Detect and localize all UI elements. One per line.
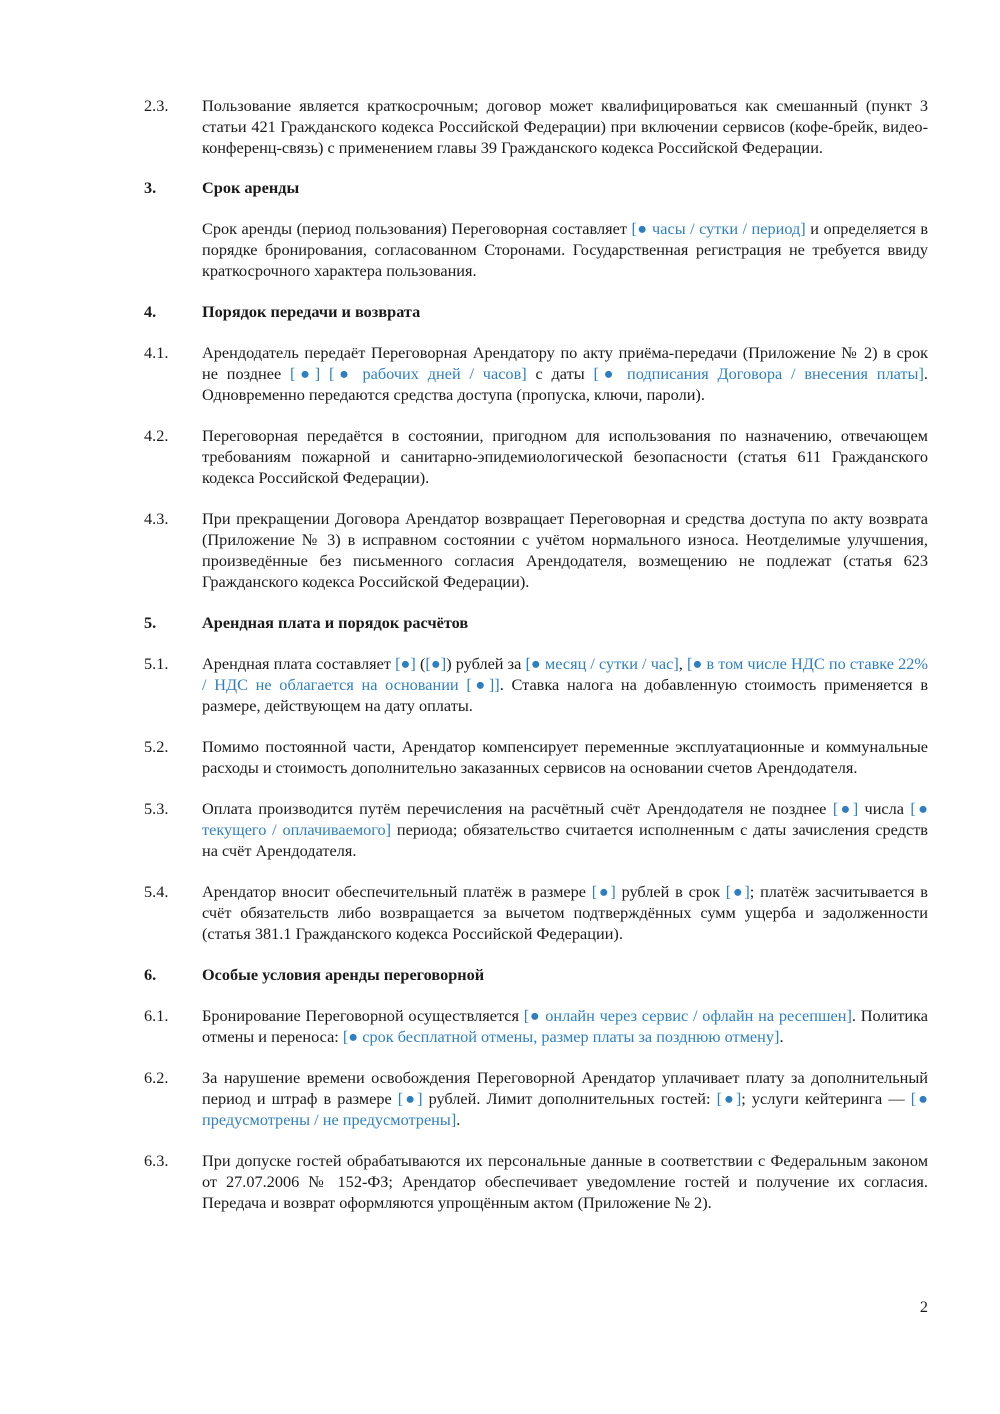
section-title: Порядок передачи и возврата xyxy=(202,302,421,321)
placeholder-field: [● срок бесплатной отмены, размер платы за позднюю отмену] xyxy=(342,1027,780,1046)
clause-text-run: Арендодатель передаёт Переговорная Арендатору по акту приёма-передачи (Приложение № 2) в срок не позднее xyxy=(202,343,928,383)
clause-text-run: . Ставка налога на добавленную стоимость применяется в размере, действующем на дату оплаты. xyxy=(202,675,929,715)
clause-text xyxy=(202,881,928,944)
clause-text-run: ; платёж засчитывается в счёт обязательств либо возвращается за вычетом подтверждённых сумм ущерба и задолженности (статья 381.1 Гражданского кодекса Российской Федерации). xyxy=(202,882,928,943)
clause-number: 5.3. xyxy=(144,799,169,818)
clause xyxy=(144,881,928,944)
clause-text xyxy=(202,798,928,861)
clause xyxy=(144,425,928,488)
clause-number: 6.1. xyxy=(144,1006,169,1025)
section-title: Арендная плата и порядок расчётов xyxy=(202,613,469,632)
clause-text-run: периода; обязательство считается исполненным с даты зачисления средств на счёт Арендодателя. xyxy=(202,820,928,860)
clause-text-run: с даты xyxy=(526,364,594,383)
clause-text-run: ; услуги кейтеринга — xyxy=(741,1089,911,1108)
clause-text xyxy=(202,653,928,716)
placeholder-field: [● месяц / сутки / час] xyxy=(525,654,679,673)
section-heading xyxy=(144,301,928,322)
clause-text-run: , xyxy=(678,654,687,673)
section-number: 5. xyxy=(144,613,157,632)
clause-text-run: и определяется в порядке бронирования, согласованном Сторонами. Государственная регистрация не требуется ввиду краткосрочного характера пользования. xyxy=(202,219,929,280)
placeholder-field: [●] xyxy=(725,882,750,901)
clause-number: 6.3. xyxy=(144,1151,169,1170)
clause-text-run: При допуске гостей обрабатываются их персональные данные в соответствии с Федеральным законом от 27.07.2006 № 152-ФЗ; Арендатор обеспечивает уведомление гостей и получение их согласия. Передача и возврат оформляются упрощённым актом (Приложение № 2). xyxy=(202,1151,928,1212)
placeholder-field: [● часы / сутки / период] xyxy=(631,219,806,238)
clause xyxy=(144,342,928,405)
clause-text xyxy=(202,95,928,158)
clause xyxy=(144,736,928,778)
placeholder-field: [●] xyxy=(290,364,321,383)
clause-text xyxy=(202,1005,928,1047)
clause-text xyxy=(202,1150,928,1213)
placeholder-field: [● текущего / оплачиваемого] xyxy=(202,799,928,839)
clause-text-run xyxy=(320,364,329,383)
clause-text-run: ( xyxy=(415,654,426,673)
section-heading xyxy=(144,177,928,198)
clause-number: 4.1. xyxy=(144,343,169,362)
clause xyxy=(144,508,928,592)
clause-text-run: Помимо постоянной части, Арендатор компенсирует переменные эксплуатационные и коммунальные расходы и стоимость дополнительно заказанных сервисов на основании счетов Арендодателя. xyxy=(202,737,928,777)
clause xyxy=(144,653,928,716)
clause-text xyxy=(202,736,928,778)
section-number: 6. xyxy=(144,965,157,984)
clause-text-run: числа xyxy=(858,799,911,818)
clause-number: 5.2. xyxy=(144,737,169,756)
section-number: 4. xyxy=(144,302,157,321)
clause-number: 5.4. xyxy=(144,882,169,901)
section-title: Срок аренды xyxy=(202,178,300,197)
clause-text xyxy=(202,218,928,281)
clause-text-run: Бронирование Переговорной осуществляется xyxy=(202,1006,524,1025)
clause-text-run: За нарушение времени освобождения Переговорной Арендатор уплачивает плату за дополнительный период и штраф в размере xyxy=(202,1068,928,1108)
clause-text xyxy=(202,508,928,592)
section-heading xyxy=(144,612,928,633)
clause-text-run: Оплата производится путём перечисления на расчётный счёт Арендодателя не позднее xyxy=(202,799,833,818)
placeholder-field: [● в том числе НДС по ставке 22% / НДС не облагается на основании [●]] xyxy=(202,654,928,694)
clause-text-run: При прекращении Договора Арендатор возвращает Переговорная и средства доступа по акту возврата (Приложение № 3) в исправном состоянии с учётом нормального износа. Неотделимые улучшения, произведённые без письменного согласия Арендодателя, возмещению не подлежат (статья 623 Гражданского кодекса Российской Федерации). xyxy=(202,509,928,591)
clause-number xyxy=(144,218,202,281)
clause-number: 2.3. xyxy=(144,96,169,115)
clause xyxy=(144,95,928,158)
placeholder-field: [● подписания Договора / внесения платы] xyxy=(593,364,924,383)
clause-text xyxy=(202,342,928,405)
clause-text-run: Арендная плата составляет xyxy=(202,654,396,673)
placeholder-field: [●] xyxy=(716,1089,742,1108)
clause-number: 4.3. xyxy=(144,509,169,528)
clause-number: 4.2. xyxy=(144,426,169,445)
section-heading xyxy=(144,964,928,985)
clause xyxy=(144,218,928,281)
page-number: 2 xyxy=(919,1297,928,1316)
clause-text-run: рублей. Лимит дополнительных гостей: xyxy=(422,1089,717,1108)
clause xyxy=(144,1067,928,1130)
clause xyxy=(144,1005,928,1047)
placeholder-field: [●] xyxy=(425,654,447,673)
clause xyxy=(144,798,928,861)
clause-text-run: . xyxy=(779,1027,784,1046)
clause-text-run: . Одновременно передаются средства доступа (пропуска, ключи, пароли). xyxy=(202,364,928,404)
clause-text-run: Пользование является краткосрочным; договор может квалифицироваться как смешанный (пункт 3 статьи 421 Гражданского кодекса Российской Федерации) при включении сервисов (кофе-брейк, видео-конференц-связь) с применением главы 39 Гражданского кодекса Российской Федерации. xyxy=(202,96,928,157)
clause-text-run: ) рублей за xyxy=(446,654,526,673)
section-title: Особые условия аренды переговорной xyxy=(202,965,485,984)
clause-number: 6.2. xyxy=(144,1068,169,1087)
clause xyxy=(144,1150,928,1213)
placeholder-field: [● рабочих дней / часов] xyxy=(328,364,527,383)
clause-text-run: Срок аренды (период пользования) Переговорная составляет xyxy=(202,219,632,238)
document-body xyxy=(144,95,928,1213)
clause-text xyxy=(202,425,928,488)
placeholder-field: [●] xyxy=(591,882,616,901)
clause-text xyxy=(202,1067,928,1130)
clause-number: 5.1. xyxy=(144,654,169,673)
clause-text-run: Переговорная передаётся в состоянии, пригодном для использования по назначению, отвечающем требованиям пожарной и санитарно-эпидемиологической безопасности (статья 611 Гражданского кодекса Российской Федерации). xyxy=(202,426,928,487)
section-number: 3. xyxy=(144,178,157,197)
placeholder-field: [● онлайн через сервис / офлайн на ресепшен] xyxy=(523,1006,852,1025)
clause-text-run: . xyxy=(456,1110,461,1129)
clause-text-run: рублей в срок xyxy=(615,882,726,901)
placeholder-field: [● предусмотрены / не предусмотрены] xyxy=(202,1089,928,1129)
placeholder-field: [●] xyxy=(832,799,859,818)
placeholder-field: [●] xyxy=(397,1089,423,1108)
clause-text-run: Арендатор вносит обеспечительный платёж в размере xyxy=(202,882,592,901)
placeholder-field: [●] xyxy=(395,654,416,673)
clause-text-run: . Политика отмены и переноса: xyxy=(202,1006,928,1046)
